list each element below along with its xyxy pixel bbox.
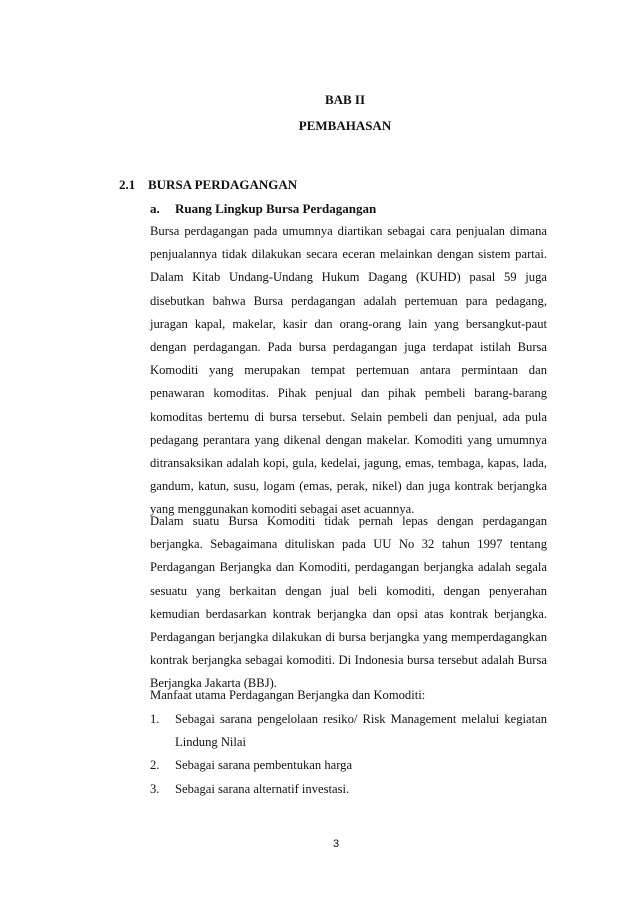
subsection-title: Ruang Lingkup Bursa Perdagangan <box>175 201 377 216</box>
section-number: 2.1 <box>119 177 136 192</box>
paragraph-definition: Bursa perdagangan pada umumnya diartikan sebagai cara penjualan dimana penjualannya tidak dilakukan secara eceran melainkan dengan sistem partai. Dalam Kitab Undang-Undang Hukum Dagang (KUHD) pasal 59 juga disebutkan bahwa Bursa perdagangan adalah pertemuan para pedagang, juragan kapal, makelar, kasir dan orang-orang lain yang bersangkut-paut dengan perdagangan. Pada bursa perdagangan juga terdapat istilah Bursa Komoditi yang merupakan tempat pertemuan antara permintaan dan penawaran komoditas. Pihak penjual dan pihak pembeli barang-barang komoditas bertemu di bursa tersebut. Selain pembeli dan penjual, ada pula pedagang perantara yang dikenal dengan makelar. Komoditi yang umumnya ditransaksikan adalah kopi, gula, kedelai, jagung, emas, tembaga, kapas, lada, gandum, katun, susu, logam (emas, perak, nikel) dan juga kontrak berjangka yang menggunakan komoditi sebagai aset acuannya. <box>150 224 547 517</box>
list-item <box>150 754 547 777</box>
list-item <box>150 708 547 754</box>
list-item-number: 2. <box>150 758 160 773</box>
list-item-number: 1. <box>150 712 160 726</box>
list-item-text: Sebagai sarana pembentukan harga <box>175 758 353 773</box>
paragraph-benefits-intro: Manfaat utama Perdagangan Berjangka dan Komoditi: <box>150 688 426 702</box>
subsection-letter: a. <box>150 201 160 216</box>
section-title: BURSA PERDAGANGAN <box>148 177 298 192</box>
paragraph-futures-trading: Dalam suatu Bursa Komoditi tidak pernah lepas dengan perdagangan berjangka. Sebagaimana dituliskan pada UU No 32 tahun 1997 tentang Perdagangan Berjangka dan Komoditi, perdagangan berjangka adalah segala sesuatu yang berkaitan dengan jual beli komoditi, dengan penyerahan kemudian berdasarkan kontrak berjangka dan opsi atas kontrak berjangka. Perdagangan berjangka dilakukan di bursa berjangka yang memperdagangkan kontrak berjangka sebagai komoditi. Di Indonesia bursa tersebut adalah Bursa Berjangka Jakarta (BBJ). <box>150 514 547 691</box>
list-item-text: Sebagai sarana alternatif investasi. <box>175 781 350 796</box>
benefits-list <box>150 708 547 801</box>
list-item <box>150 778 547 801</box>
page-number: 3 <box>332 838 340 850</box>
list-item-text: Sebagai sarana pengelolaan resiko/ Risk Management melalui kegiatan Lindung Nilai <box>175 712 547 750</box>
chapter-title: PEMBAHASAN <box>298 118 392 133</box>
chapter-number: BAB II <box>324 92 366 107</box>
list-item-number: 3. <box>150 781 160 796</box>
